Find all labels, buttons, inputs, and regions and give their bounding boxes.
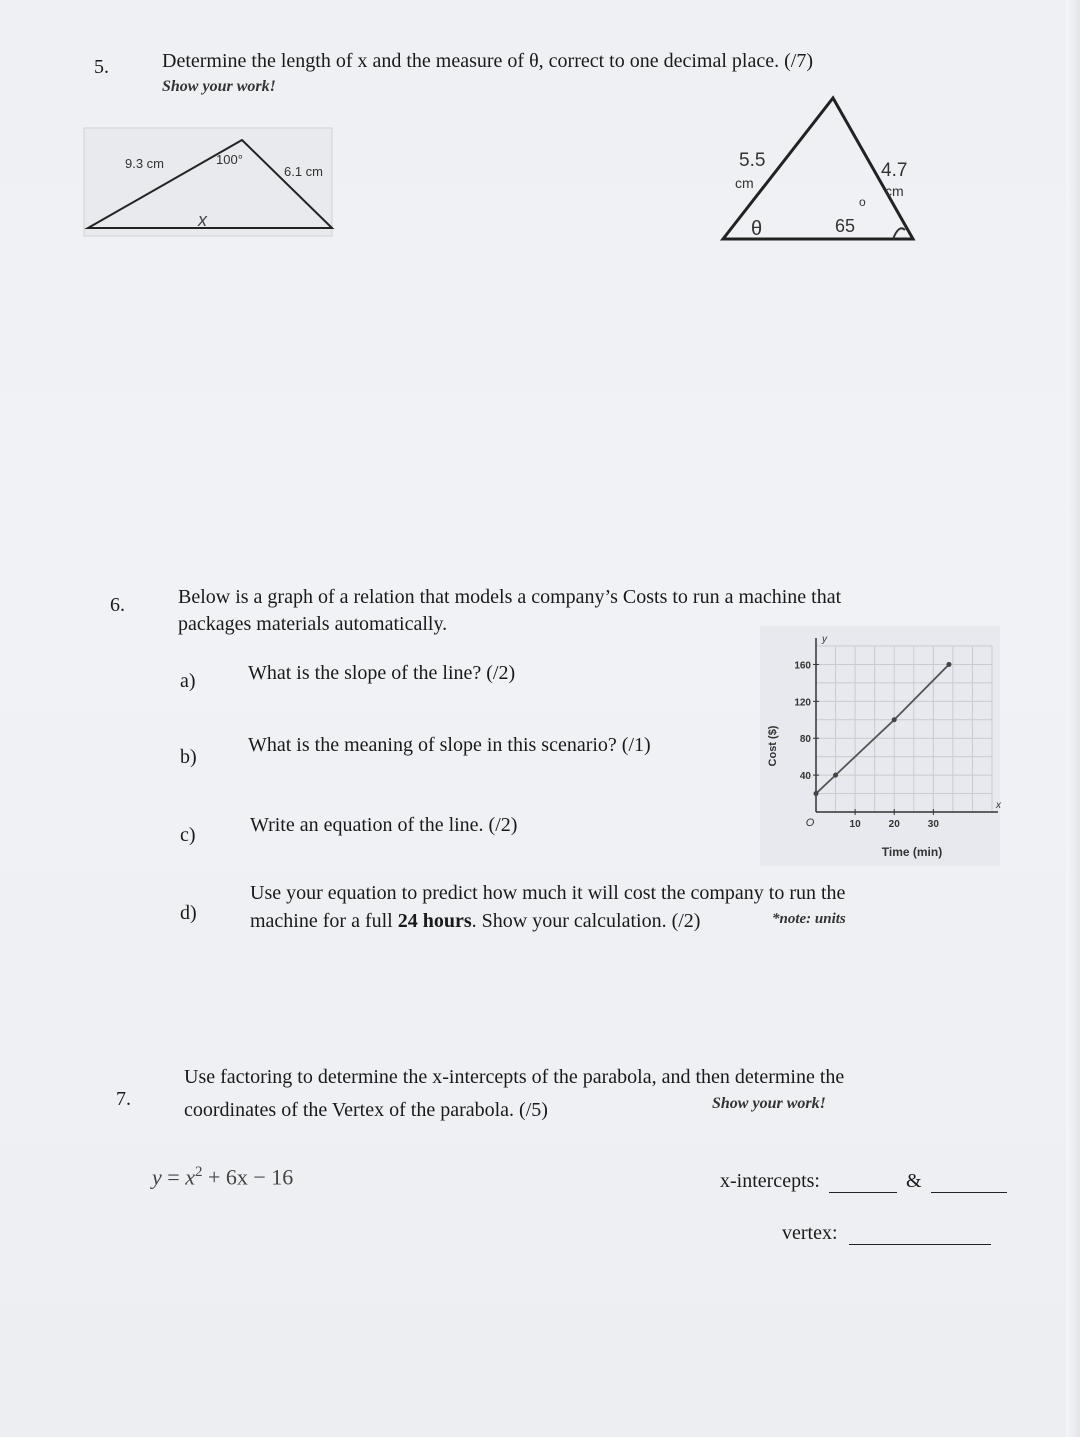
y-tick-label: 40: [799, 771, 811, 783]
eq-exponent: 2: [194, 1164, 203, 1180]
q6-prompt-line1: Below is a graph of a relation that models a company’s Costs to run a machine that: [178, 586, 842, 608]
chart-ylabel: Cost ($): [767, 725, 779, 767]
y-tick-label: 80: [799, 734, 811, 746]
tri2-angle-arc: [893, 228, 905, 239]
y-tick-label: 160: [794, 660, 811, 672]
y-tick-label: 120: [794, 697, 811, 709]
origin-label: O: [805, 817, 815, 829]
q6d-line2-bold: 24 hours: [397, 910, 472, 932]
data-point: [946, 662, 951, 667]
tri1-side-right: 6.1 cm: [284, 164, 324, 179]
tri2-side-left: 5.5: [739, 150, 766, 171]
x-axis-letter: x: [996, 800, 1001, 811]
q6c-text: Write an equation of the line. (/2): [250, 814, 518, 836]
x-tick-label: 10: [849, 819, 861, 830]
tri2-angle-degree: o: [859, 195, 866, 209]
q6b-label: b): [180, 746, 197, 768]
eq-rest: + 6x − 16: [207, 1164, 294, 1190]
q5-prompt: Determine the length of x and the measure of θ, correct to one decimal place. (/7): [162, 50, 813, 72]
triangle-2-figure: [715, 92, 925, 242]
tri2-side-right: 4.7: [881, 160, 908, 181]
data-point: [814, 791, 819, 796]
q6b-text: What is the meaning of slope in this scenario? (/1): [248, 734, 651, 756]
tri2-side-right-unit: cm: [885, 183, 904, 199]
cost-chart: [760, 626, 1000, 866]
eq-equals: =: [167, 1164, 180, 1190]
q6d-label: d): [180, 902, 197, 924]
tri2-angle: 65: [835, 216, 856, 236]
q6-prompt-line2: packages materials automatically.: [178, 613, 448, 635]
q7-prompt-line1: Use factoring to determine the x-intercepts of the parabola, and then determine the: [184, 1066, 845, 1088]
triangle-1-figure: [70, 120, 350, 245]
q6a-label: a): [180, 670, 196, 692]
q6d-line2-post: . Show your calculation. (/2): [471, 910, 701, 932]
vertex-label: vertex:: [782, 1222, 838, 1244]
q7-show-work: Show your work!: [712, 1095, 826, 1112]
q7-equation: [152, 1164, 293, 1190]
q6d-line2-pre: machine for a full: [250, 910, 398, 932]
vertex-blank[interactable]: [849, 1224, 991, 1245]
xintercept-2-blank[interactable]: [931, 1172, 1007, 1193]
q6d-note: *note: units: [772, 911, 846, 927]
vertex-row: [782, 1222, 991, 1245]
tri1-unknown-x: x: [198, 210, 207, 230]
xintercepts-row: [720, 1170, 1007, 1193]
y-axis-letter: y: [822, 634, 827, 645]
page-edge: [1066, 0, 1080, 1437]
eq-y: y: [152, 1164, 162, 1190]
data-point: [892, 717, 897, 722]
ampersand: &: [905, 1170, 922, 1192]
q6d-line1: Use your equation to predict how much it will cost the company to run the: [250, 882, 846, 904]
tri2-unknown-theta: θ: [751, 218, 763, 240]
x-tick-label: 30: [927, 819, 939, 830]
q6d-line2: [250, 910, 700, 933]
xintercept-1-blank[interactable]: [829, 1172, 897, 1193]
tri1-angle: 100°: [216, 152, 243, 167]
q6c-label: c): [180, 824, 196, 846]
q5-number: 5.: [94, 56, 109, 78]
q5-show-work: Show your work!: [162, 78, 276, 95]
eq-x: x: [185, 1164, 195, 1190]
q6-number: 6.: [110, 594, 125, 616]
q7-number: 7.: [116, 1088, 131, 1110]
data-point: [833, 773, 838, 778]
q6a-text: What is the slope of the line? (/2): [248, 662, 516, 684]
chart-xlabel: Time (min): [881, 845, 943, 859]
tri1-side-left: 9.3 cm: [125, 156, 165, 171]
x-tick-label: 20: [888, 819, 900, 830]
q7-prompt-line2: coordinates of the Vertex of the parabola. (/5): [184, 1099, 548, 1121]
triangle-1-backdrop: [84, 128, 332, 236]
xintercepts-label: x-intercepts:: [720, 1170, 820, 1192]
tri2-side-left-unit: cm: [735, 175, 754, 191]
